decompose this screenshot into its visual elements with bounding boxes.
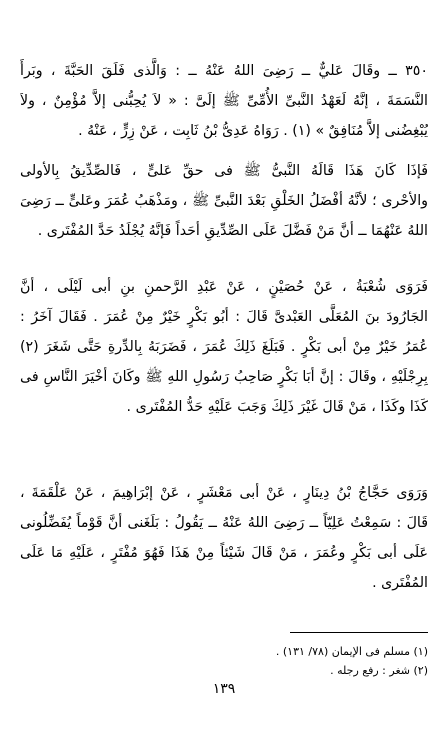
text-line: المُفْتَرى .	[372, 575, 428, 591]
paragraph-commentary	[20, 156, 428, 246]
text-line: اللهُ عَنْهُمَا ــ أنَّ مَنْ فَضَّلَ عَلَى الصِّدِّيقِ أحَداً فَإنَّهُ يُجْلَدُ حَدَّ المُفْتَرى .	[37, 223, 428, 239]
paragraph-hadith-350	[20, 56, 428, 146]
text-line: يُبْغِضُنى إلاَّ مُنَافِقٌ » (١) . رَوَاهُ عَدِىُّ بْنُ ثَابِت ، عَنْ زِرٍّ ، عَنْهُ .	[78, 123, 428, 139]
paragraph-hajjaj-narration	[20, 478, 428, 598]
text-line: ٣٥٠ ــ وقَالَ عَليٌّ ــ رَضِىَ اللهُ عَنْهُ ــ : وَالَّذى فَلَقَ الحَبَّةَ ، وبَرأَ	[20, 63, 428, 79]
text-line: الجَارُودَ بنَ المُعَلَّى العَبْدىَّ قَالَ : أبُو بَكْرٍ خَيْرٌ مِنْ عُمَرَ . فَقَالَ آخَرُ :	[20, 309, 428, 325]
text-line: فَرَوَى شُعْبَةُ ، عَنْ حُصَيْنٍ ، عَنْ عَبْدِ الرَّحمنِ بنِ أبى لَيْلَى ، أنَّ	[20, 279, 428, 295]
text-line: عُمَرُ خَيْرٌ مِنْ أبى بَكْرٍ . فَبَلَغَ ذَلِكَ عُمَرَ ، فَضَرَبَهُ بِالدِّرةِ حَتَّى شَغَرَ (٢)	[20, 339, 428, 355]
footnotes	[128, 642, 428, 680]
text-line: كَذَا وكَذَا ، مَنْ قَالَ غَيْرَ ذَلِكَ وَجَبَ عَلَيْهِ حَدُّ المُفْتَرى .	[126, 399, 428, 415]
text-line: وَرَوَى حَجَّاجُ بْنُ دِينَارٍ ، عَنْ أبى مَعْشَرٍ ، عَنْ إبْرَاهِيمَ ، عَنْ عَلْقَمَةَ ،	[20, 485, 428, 501]
text-line: عَلَى أبى بَكْرٍ وعُمَرَ ، مَنْ قَالَ شَيْئاً مِنْ هَذَا فَهُوَ مُفْتَرٍ ، عَلَيْهِ مَا عَلَى	[20, 545, 428, 561]
text-line: قَالَ : سَمِعْتُ عَلِيّاً ــ رَضِىَ اللهُ عَنْهُ ــ يَقُولُ : بَلَغَنى أنَّ قَوْماً يُفَضِّلُونى	[20, 515, 428, 531]
paragraph-shuba-narration	[20, 272, 428, 422]
text-line: بِرِجْلَيْهِ ، وقَالَ : إنَّ أبَا بَكْرٍ صَاحِبُ رَسُولِ اللهِ ﷺ وكَانَ أخْيَرَ النَّاسِ فى	[20, 369, 428, 385]
text-line: والأحْرى ؛ لأنَّهُ أفْضَلُ الخَلْقِ بَعْدَ النَّبىِّ ﷺ ، ومَذْهَبُ عُمَرَ وعَلىٍّ ــ رَضِىَ	[20, 193, 428, 209]
footnote-1: (١) مسلم فى الإيمان (٧٨/ ١٣١) .	[275, 645, 428, 658]
footnote-2: (٢) شغر : رفع رجله .	[330, 664, 428, 677]
text-line: فَإذَا كَانَ هَذَا قَالَهُ النَّبىُّ ﷺ فى حقِّ عَلىٍّ ، فَالصِّدِّيقُ بِالأولى	[20, 163, 428, 179]
page-number: ١٣٩	[212, 681, 236, 697]
footnote-divider	[290, 632, 428, 633]
text-line: النَّسَمَةَ ، إنَّهُ لَعَهْدُ النَّبىِّ الأُمِّىِّ ﷺ إلَىَّ : « لاَ يُحِبُّنى إلاَّ مُؤْمِنٌ ، ولاَ	[20, 93, 428, 109]
